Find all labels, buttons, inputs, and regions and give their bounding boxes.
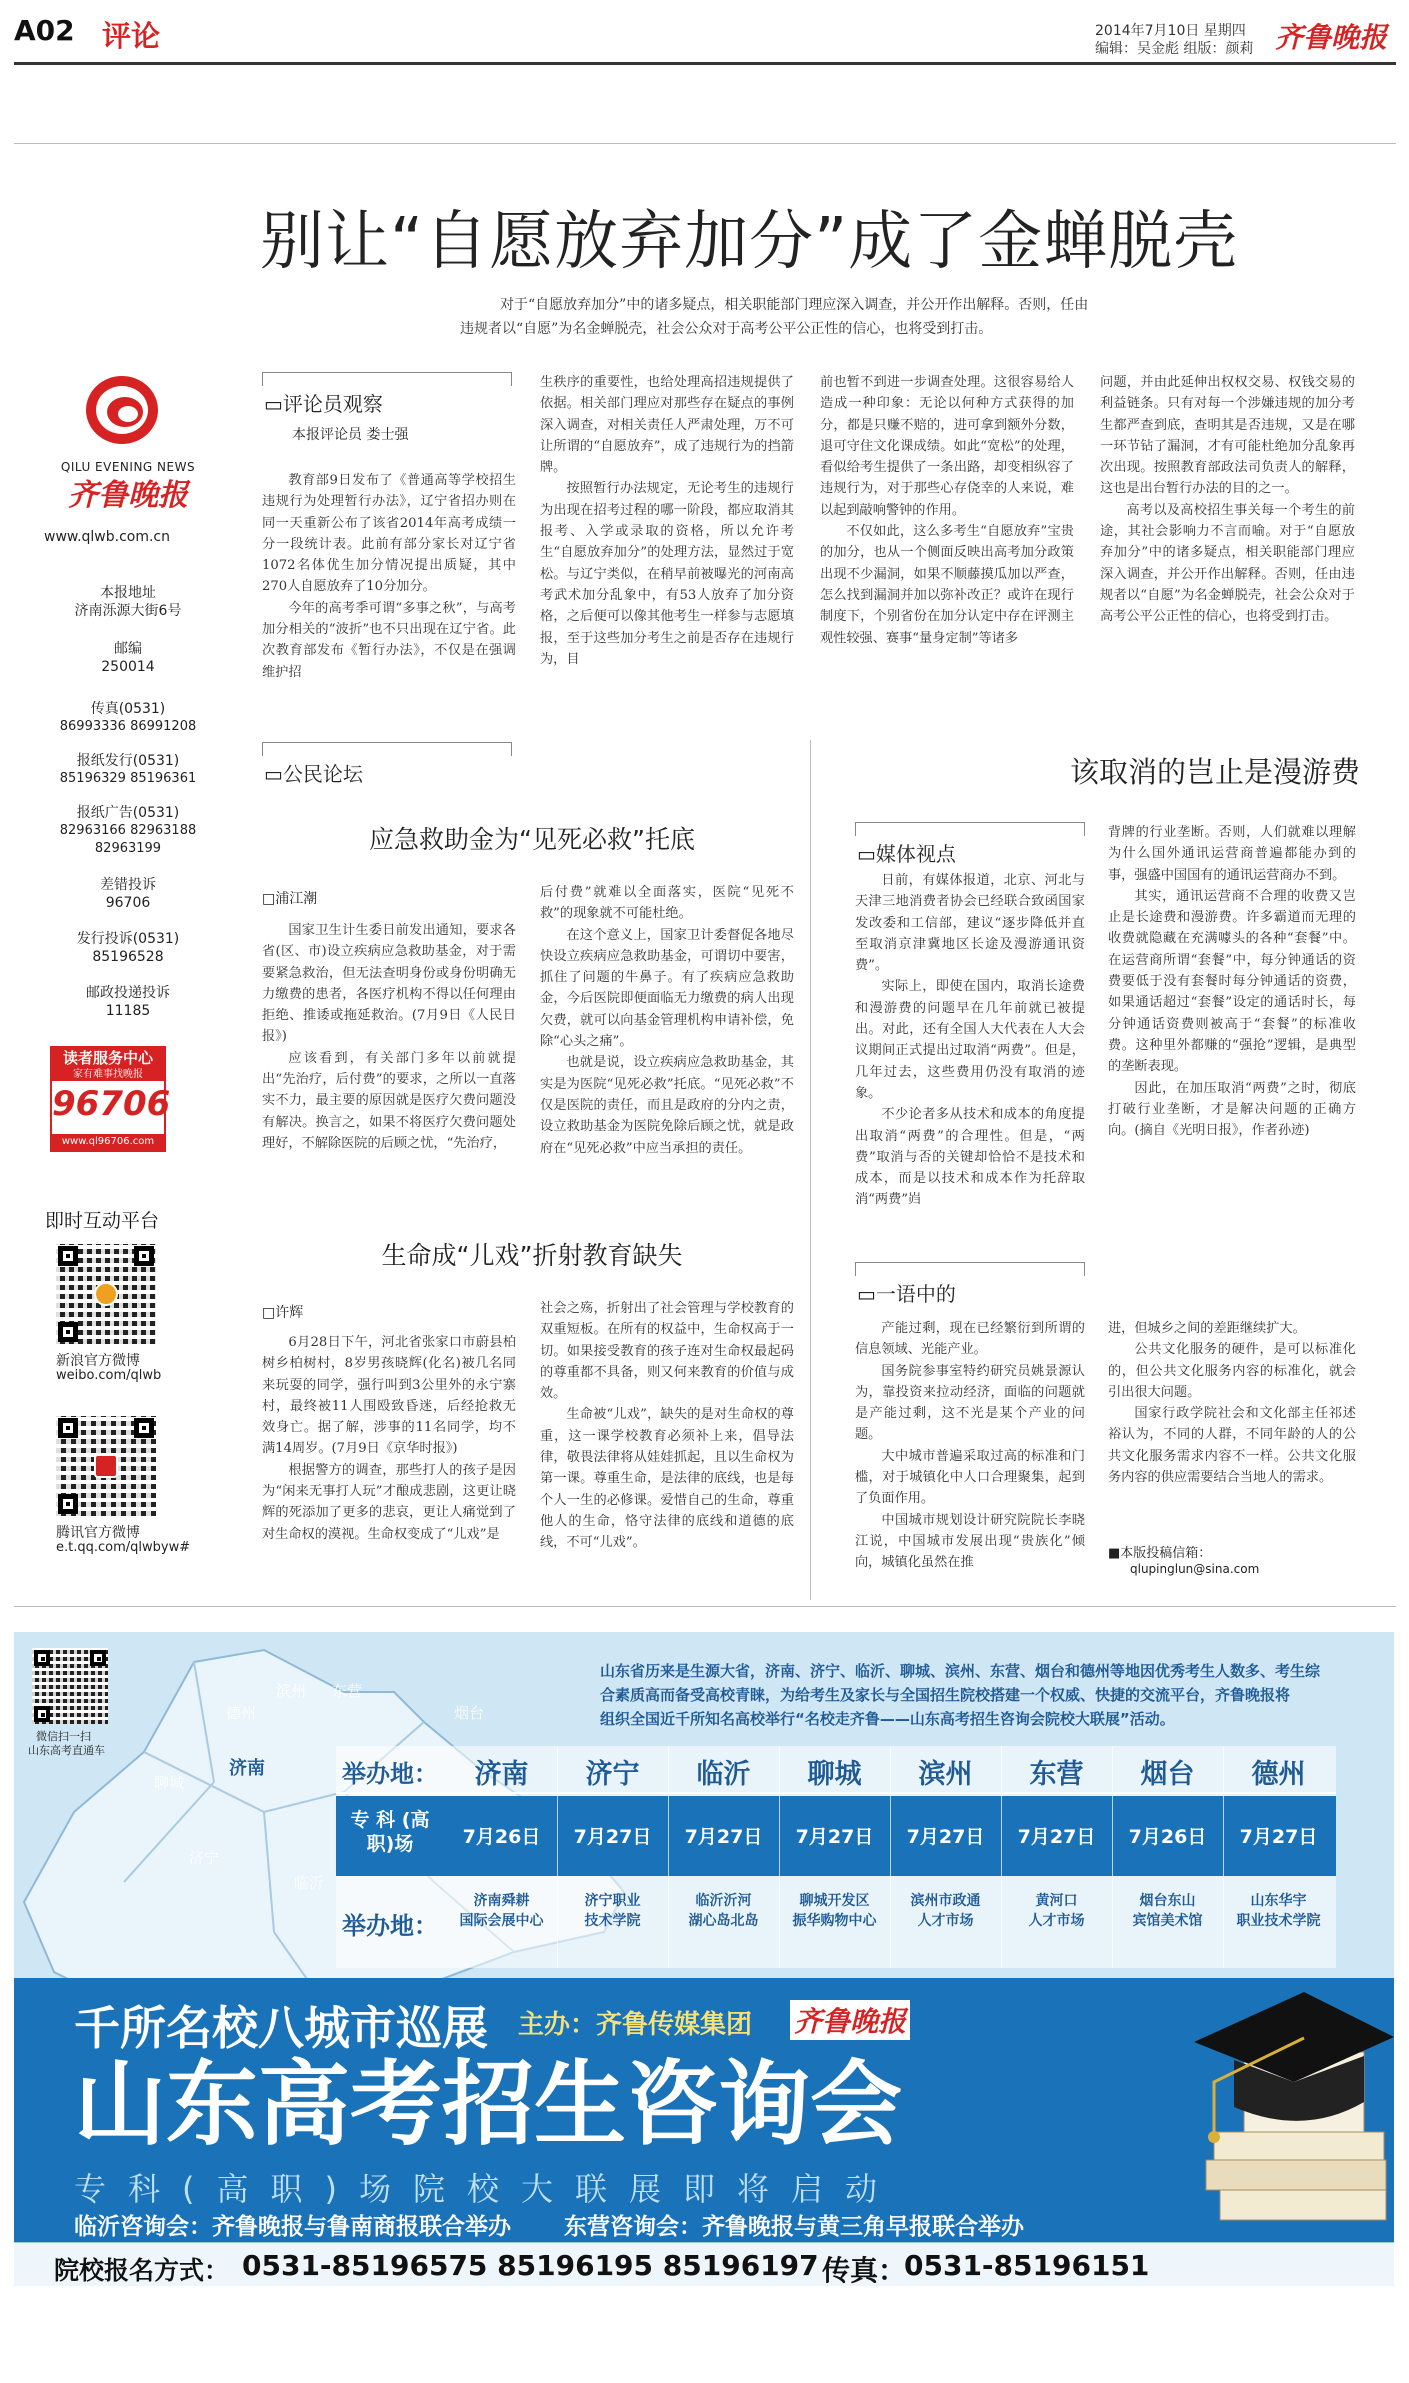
map-city-dezhou: 德州 — [226, 1704, 257, 1722]
oneword-label: ▭一语中的 — [857, 1282, 956, 1306]
paragraph: 公共文化服务的硬件，是可以标准化的，但公共文化服务内容的标准化，就会引出很大问题。 — [1108, 1342, 1356, 1400]
post-complaint-number: 11185 — [105, 1003, 151, 1019]
submit-email[interactable]: qlupinglun@sina.com — [1130, 1562, 1260, 1576]
paragraph: 教育部9日发布了《普通高等学校招生违规行为处理暂行办法》，辽宁省招办则在同一天重新公布了该省2014年高考成绩一分一段统计表。此前有部分家长对辽宁省1072名体优生加分情况提出质疑，其中270人自愿放弃了10分加分。 — [262, 473, 516, 595]
schedule-city: 临沂 — [696, 1759, 751, 1790]
banner-subtitle: 专科(高职)场院校大联展即将启动 — [74, 2170, 899, 2208]
schedule-venue: 人才市场 — [917, 1913, 974, 1929]
schedule-venue: 职业技术学院 — [1236, 1913, 1321, 1929]
schedule-venue: 黄河口 — [1035, 1893, 1078, 1909]
forum-article2-title: 生命成“儿戏”折射教育缺失 — [381, 1241, 683, 1270]
paragraph: 产能过剩，现在已经繁衍到所谓的信息领域、光能产业。 — [855, 1321, 1085, 1358]
post-complaint-label: 邮政投递投诉 — [86, 985, 170, 1001]
map-city-dongying: 东营 — [332, 1682, 363, 1700]
section-label: 评论 — [102, 19, 161, 53]
row3-label: 举办地： — [342, 1912, 438, 1940]
forum-label-box — [262, 742, 512, 756]
schedule-city: 济宁 — [585, 1759, 640, 1790]
service-box[interactable] — [50, 1046, 171, 1152]
schedule-venue: 临沂沂河 — [695, 1893, 752, 1909]
top-rule — [14, 143, 1396, 144]
schedule-venue: 聊城开发区 — [799, 1893, 870, 1909]
postcode: 250014 — [101, 659, 155, 675]
distribution-label: 报纸发行(0531) — [76, 753, 180, 769]
header-date: 2014年7月10日 星期四 — [1095, 23, 1246, 39]
schedule-date: 7月27日 — [795, 1826, 874, 1848]
service-number: 96706 — [52, 1084, 171, 1124]
paragraph: 国家行政学院社会和文化部主任祁述裕认为，不同的人群，不同年龄的人的公共文化服务需求内容不一样。公共文化服务内容的供应需要结合当地人的需求。 — [1108, 1406, 1356, 1486]
forum-article1-title: 应急救助金为“见死必救”托底 — [369, 825, 695, 854]
brand-cn: 齐鲁晚报 — [68, 478, 188, 513]
forum-a1-col-b — [540, 882, 794, 1180]
service-url[interactable]: www.ql96706.com — [52, 1134, 164, 1150]
weibo-qr-code[interactable] — [56, 1244, 156, 1344]
schedule-venue: 振华购物中心 — [792, 1913, 877, 1929]
schedule-venue: 济宁职业 — [584, 1893, 641, 1909]
schedule-date: 7月27日 — [684, 1826, 763, 1848]
schedule-date: 7月26日 — [462, 1826, 541, 1848]
paragraph: 在这个意义上，国家卫计委督促各地尽快设立疾病应急救助基金，可谓切中要害，抓住了问题的牛鼻子。有了疾病应急救助金，今后医院即便面临无力缴费的病人出现欠费，就可以向基金管理机构申请补偿，免除“心头之痛”。 — [540, 927, 794, 1050]
paragraph: 不仅如此，这么多考生“自愿放弃”宝贵的加分，也从一个侧面反映出高考加分政策出现不少漏洞，如果不顺藤摸瓜加以严查，怎么找到漏洞并加以弥补改正？或许在现行制度下，个别省份在加分认定中存在评测主观性较强、赛事“量身定制”等诸多 — [820, 524, 1074, 646]
right-title: 该取消的岂止是漫游费 — [1069, 755, 1360, 789]
map-city-jinan: 济南 — [229, 1758, 265, 1779]
weibo-url[interactable]: weibo.com/qlwb — [56, 1368, 162, 1383]
forum-label: ▭公民论坛 — [264, 762, 363, 786]
right-col-a — [855, 870, 1085, 1280]
column-divider — [810, 740, 811, 1600]
map-city-liaocheng: 聊城 — [154, 1774, 185, 1792]
paragraph: 应该看到，有关部门多年以前就提出“先治疗，后付费”的要求，之所以一直落实不力，最主要的原因就是医疗欠费问题没有解决。换言之，如果不将医疗欠费问题处理好，不解除医院的后顾之忧，“先治疗， — [262, 1050, 516, 1151]
schedule-venue: 人才市场 — [1028, 1913, 1085, 1929]
right-col-b — [1108, 822, 1356, 1280]
main-byline: 本报评论员 娄士强 — [292, 427, 409, 443]
paragraph: 背牌的行业垄断。否则，人们就难以理解为什么国外通讯运营商普遍都能办到的事，强盛中国国有的通讯运营商办不到。 — [1108, 825, 1356, 883]
schedule-separator — [1112, 1746, 1113, 1968]
schedule-date: 7月27日 — [1239, 1826, 1318, 1848]
main-deck-1: 对于“自愿放弃加分”中的诸多疑点，相关职能部门理应深入调查，并公开作出解释。否则，任由 — [500, 297, 1089, 313]
forum-a1-col-a — [262, 920, 516, 1180]
masthead-logo: 齐鲁晚报 — [1275, 21, 1388, 54]
tencent-url[interactable]: e.t.qq.com/qlwbyw# — [56, 1540, 191, 1555]
ad-intro-2: 合素质高而备受高校青睐，为给考生及家长与全国招生院校搭建一个权威、快捷的交流平台，齐鲁晚报将 — [600, 1686, 1291, 1704]
header-editor: 编辑：吴金彪 组版：颜莉 — [1095, 41, 1254, 57]
row1-label: 举办地： — [342, 1760, 438, 1788]
banner-dongying: 东营咨询会：齐鲁晚报与黄三角早报联合举办 — [564, 2214, 1024, 2240]
banner-linyi: 临沂咨询会：齐鲁晚报与鲁南商报联合举办 — [74, 2214, 511, 2240]
schedule-separator — [890, 1746, 891, 1968]
paragraph: 后付费”就难以全面落实，医院“见死不救”的现象就不可能杜绝。 — [540, 885, 794, 922]
media-label-text: 媒体视点 — [875, 842, 956, 866]
oneword-label-text: 一语中的 — [875, 1282, 956, 1306]
schedule-venue: 滨州市政通 — [910, 1893, 981, 1909]
paragraph: 国家卫生计生委日前发出通知，要求各省(区、市)设立疾病应急救助基金，对于需要紧急救治，但无法查明身份或身份明确无力缴费的患者，各医疗机构不得以任何理由拒绝、推诿或拖延救治。(7月9日《人民日报》) — [262, 923, 516, 1045]
forum-a2-col-b — [540, 1298, 794, 1594]
map-city-yantai: 烟台 — [454, 1704, 485, 1722]
ads-numbers-2: 82963199 — [94, 841, 162, 856]
schedule-venue: 宾馆美术馆 — [1132, 1913, 1203, 1929]
paragraph: 进，但城乡之间的差距继续扩大。 — [1108, 1321, 1306, 1336]
schedule-venue: 济南舜耕 — [473, 1893, 530, 1909]
schedule-city: 滨州 — [918, 1759, 973, 1790]
website[interactable]: www.qlwb.com.cn — [44, 529, 170, 545]
media-label: ▭媒体视点 — [857, 842, 956, 866]
schedule-date: 7月27日 — [906, 1826, 985, 1848]
media-label-box — [855, 822, 1085, 836]
paragraph: 大中城市普遍采取过高的标准和门槛，对于城镇化中人口合理聚集，起到了负面作用。 — [855, 1448, 1085, 1507]
row2-label: 专 科 (高职)场 — [350, 1809, 430, 1855]
address-label: 本报地址 — [100, 585, 156, 601]
ad-qr-caption-2: 山东高考直通车 — [28, 1744, 105, 1757]
right-col-d — [1108, 1318, 1356, 1518]
map-city-jining: 济宁 — [189, 1849, 220, 1867]
right-col-c — [855, 1318, 1085, 1598]
schedule-separator — [1001, 1746, 1002, 1968]
graduation-cap-icon — [1174, 1932, 1394, 2242]
paper-logo-icon — [70, 372, 175, 447]
submit-label: ■本版投稿信箱： — [1108, 1546, 1212, 1561]
ad-qr-caption-1: 微信扫一扫 — [36, 1730, 91, 1743]
paragraph: 因此，在加压取消“两费”之时，彻底打破行业垄断，才是解决问题的正确方向。(摘自《光明日报》，作者孙迹) — [1108, 1080, 1356, 1139]
complaint-number: 96706 — [105, 895, 151, 911]
schedule-separator — [668, 1746, 669, 1968]
banner-sponsor-paper: 齐鲁晚报 — [790, 2000, 910, 2040]
ad-qr-code[interactable] — [32, 1648, 108, 1724]
signup-fax-label: 传真： — [822, 2254, 907, 2287]
forum-label-text: 公民论坛 — [282, 762, 363, 786]
distribution-numbers: 85196329 85196361 — [59, 771, 197, 786]
ads-numbers: 82963166 82963188 — [59, 823, 197, 838]
column-label-text: 评论员观察 — [282, 392, 383, 416]
address: 济南泺源大街6号 — [74, 603, 182, 619]
schedule-venue: 国际会展中心 — [459, 1913, 544, 1929]
signup-phones: 0531-85196575 85196195 85196197 — [242, 2249, 819, 2282]
schedule-city: 济南 — [474, 1759, 529, 1790]
signup-label: 院校报名方式： — [54, 2256, 230, 2285]
header-rule — [14, 62, 1396, 65]
schedule-date: 7月27日 — [573, 1826, 652, 1848]
main-col-2 — [540, 372, 794, 702]
fax-label: 传真(0531) — [90, 701, 166, 717]
ad-intro-3: 组织全国近千所知名高校举行“名校走齐鲁——山东高考招生咨询会院校大联展”活动。 — [600, 1710, 1175, 1728]
schedule-separator — [557, 1746, 558, 1968]
ad-intro-1: 山东省历来是生源大省，济南、济宁、临沂、聊城、滨州、东营、烟台和德州等地因优秀考生人数多、考生综 — [600, 1662, 1321, 1680]
postcode-label: 邮编 — [114, 641, 142, 657]
paragraph: 也就是说，设立疾病应急救助基金，其实是为医院“见死必救”托底。“见死必救”不仅是医院的责任，而且是政府的分内之责，设立救助基金为医院免除后顾之忧，就是政府在“见死必救”中应当承担的责任。 — [540, 1055, 794, 1156]
paragraph: 实际上，即使在国内，取消长途费和漫游费的问题早在几年前就已被提出。对此，还有全国人大代表在人大会议期间正式提出过取消“两费”。但是，几年过去，这些费用仍没有取消的迹象。 — [855, 979, 1085, 1101]
service-subtitle: 家有难事找晚报 — [52, 1068, 164, 1081]
oneword-label-box — [855, 1262, 1085, 1276]
tencent-label: 腾讯官方微博 — [56, 1525, 140, 1541]
paragraph: 社会之殇，折射出了社会管理与学校教育的双重短板。在所有的权益中，生命权高于一切。如果接受教育的孩子连对生命权最起码的尊重都不具备，则又何来教育的价值与成效。 — [540, 1301, 794, 1402]
ad-background — [14, 1632, 1394, 2242]
dist-complaint-number: 85196528 — [92, 949, 164, 965]
tencent-qr-code[interactable] — [56, 1416, 156, 1516]
paragraph: 中国城市规划设计研究院院长李晓江说，中国城市发展出现“贵族化”倾向，城镇化虽然在推 — [855, 1512, 1085, 1571]
paragraph: 问题，并由此延伸出权权交易、权钱交易的利益链条。只有对每一个涉嫌违规的加分考生都严查到底，查明其是否违规，又是在哪一环节钻了漏洞，才有可能杜绝加分乱象再次出现。按照教育部政法司负责人的解释，这也是出台暂行办法的目的之一。 — [1100, 375, 1355, 497]
paragraph: 今年的高考季可谓“多事之秋”，与高考加分相关的“波折”也不只出现在辽宁省。此次教育部发布《暂行办法》，不仅是在强调维护招 — [262, 600, 516, 680]
dist-complaint-label: 发行投诉(0531) — [76, 931, 180, 947]
paragraph: 其实，通讯运营商不合理的收费又岂止是长途费和漫游费。许多霸道而无理的收费就隐藏在充满噱头的各种“套餐”中。在运营商所谓“套餐”中，每分钟通话的资费要低于没有套餐时每分钟通话的资费，如果通话超过“套餐”设定的通话时长，每分钟通话资费则被高于“套餐”的标准收费。这种里外都赚的“强抢”逻辑，是典型的垄断表现。 — [1108, 888, 1356, 1075]
forum-article2-author: □许辉 — [262, 1305, 304, 1321]
column-label: ▭评论员观察 — [264, 392, 383, 416]
schedule-date: 7月27日 — [1017, 1826, 1096, 1848]
banner-title: 山东高考招生咨询会 — [74, 2051, 903, 2158]
schedule-date: 7月26日 — [1128, 1826, 1207, 1848]
schedule-city: 德州 — [1251, 1759, 1306, 1790]
schedule-city: 烟台 — [1140, 1759, 1195, 1790]
paragraph: 不少论者多从技术和成本的角度提出取消“两费”的合理性。但是，“两费”取消与否的关键却恰恰不是技术和成本，而是以技术和成本作为托辞取消“两费”岿 — [855, 1107, 1085, 1208]
paragraph: 6月28日下午，河北省张家口市蔚县柏树乡柏树村，8岁男孩晓辉(化名)被几名同来玩耍的同学，强行叫到3公里外的永宁寨村，最终被11人围殴致昏迷，后经抢救无效身亡。据了解，涉事的11名同学，均不满14周岁。(7月9日《京华时报》) — [262, 1335, 516, 1457]
forum-article1-author: □浦江潮 — [262, 891, 318, 907]
map-city-binzhou: 滨州 — [276, 1682, 307, 1700]
paragraph: 生命被“儿戏”，缺失的是对生命权的尊重，这一课学校教育必须补上来，倡导法律，敬畏法律将从娃娃抓起，且以生命权为第一课。尊重生命，是法律的底线，也是每个人一生的必修课。爱惜自己的生命，尊重他人的生命，恪守法律的底线和道德的底线，不可“儿戏”。 — [540, 1407, 794, 1551]
forum-a2-col-a — [262, 1332, 516, 1594]
schedule-city: 东营 — [1029, 1759, 1084, 1790]
main-col-4 — [1100, 372, 1355, 702]
banner-sponsor: 主办：齐鲁传媒集团 — [518, 2010, 753, 2040]
service-title: 读者服务中心 — [52, 1048, 164, 1068]
schedule-venue: 技术学院 — [584, 1913, 641, 1929]
signup-fax: 0531-85196151 — [904, 2249, 1150, 2282]
banner-line1: 千所名校八城市巡展 — [74, 2001, 488, 2055]
paragraph: 生秩序的重要性，也给处理高招违规提供了依据。相关部门理应对那些存在疑点的事例深入调查，对相关责任人严肃处理，万不可让所谓的“自愿放弃”，成了违规行为的挡箭牌。 — [540, 375, 794, 476]
page-code: A02 — [14, 14, 75, 47]
column-label-box — [262, 372, 512, 386]
schedule-venue: 烟台东山 — [1139, 1893, 1196, 1909]
schedule-venue: 湖心岛北岛 — [688, 1913, 759, 1929]
main-deck-2: 违规者以“自愿”为名金蝉脱壳，社会公众对于高考公平公正性的信心，也将受到打击。 — [460, 321, 993, 337]
paragraph: 根据警方的调查，那些打人的孩子是因为“闲来无事打人玩”才酿成悲剧，这更让晓辉的死添加了更多的悲哀，更让人痛觉到了对生命权的漠视。生命权变成了“儿戏”是 — [262, 1462, 516, 1542]
brand-en: QILU EVENING NEWS — [60, 460, 196, 474]
ad-top-rule — [14, 1606, 1396, 1607]
main-col-1 — [262, 470, 516, 700]
paragraph: 高考以及高校招生事关每一个考生的前途，其社会影响力不言而喻。对于“自愿放弃加分”中的诸多疑点，相关职能部门理应深入调查，并公开作出解释。否则，任由违规者以“自愿”为名金蝉脱壳，社会公众对于高考公平公正性的信心，也将受到打击。 — [1100, 502, 1355, 625]
complaint-label: 差错投诉 — [100, 877, 156, 893]
ads-label: 报纸广告(0531) — [76, 805, 180, 821]
schedule-venue: 山东华宇 — [1250, 1893, 1307, 1909]
signup-strip — [14, 2242, 1394, 2286]
paragraph: 按照暂行办法规定，无论考生的违规行为出现在招考过程的哪一阶段，都应取消其报考、入学或录取的资格，所以允许考生“自愿放弃加分”的处理方法，显然过于宽松。与辽宁类似，在稍早前被曝光的河南高考武术加分乱象中，有53人放弃了加分资格，之后便可以像其他考生一样参与志愿填报，至于这些加分考生之前是否存在违规行为，目 — [540, 481, 794, 667]
interactive-title: 即时互动平台 — [45, 1210, 160, 1232]
map-city-linyi: 临沂 — [294, 1874, 325, 1892]
main-col-3 — [820, 372, 1074, 702]
paragraph: 日前，有媒体报道，北京、河北与天津三地消费者协会已经联合致函国家发改委和工信部，建议“逐步降低并直至取消京津冀地区长途及漫游通讯资费”。 — [855, 873, 1085, 974]
paragraph: 国务院参事室特约研究员姚景源认为，靠投资来拉动经济，面临的问题就是产能过剩，这不光是某个产业的问题。 — [855, 1363, 1085, 1443]
schedule-city: 聊城 — [807, 1759, 862, 1790]
paragraph: 前也暂不到进一步调查处理。这很容易给人造成一种印象：无论以何种方式获得的加分，都是只赚不赔的，进可拿到额外分数，退可守住文化课成绩。如此“宽松”的处理，看似给考生提供了一条出路，却变相纵容了违规行为，对于那些心存侥幸的人来说，难以起到敲响警钟的作用。 — [820, 375, 1074, 518]
main-headline: 别让“自愿放弃加分”成了金蝉脱壳 — [260, 205, 1239, 279]
schedule-separator — [779, 1746, 780, 1968]
fax-numbers: 86993336 86991208 — [59, 719, 197, 734]
weibo-label: 新浪官方微博 — [56, 1353, 140, 1369]
